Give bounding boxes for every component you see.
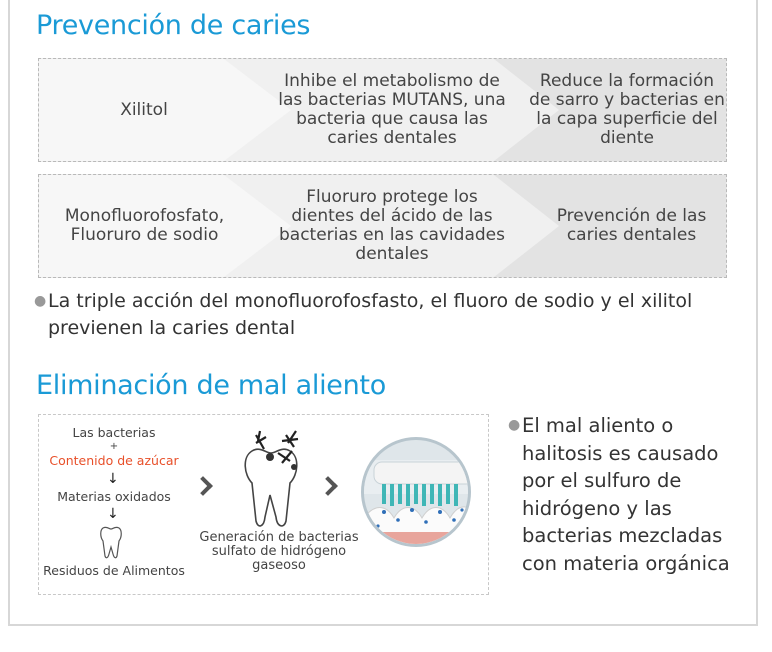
bacteria-label: Las bacterias — [72, 425, 156, 440]
result-cell: Reduce la formación de sarro y bacterias en la capa superficie del diente — [529, 71, 725, 148]
tooth-icon — [99, 525, 123, 561]
action-cell: Inhibe el metabolismo de las bacterias MUTANS, una bacteria que causa las caries dentales — [278, 71, 506, 148]
arrow-down-icon: ↓ — [107, 471, 119, 487]
action-cell: Fluoruro protege los dientes del ácido de las bacterias en las cavidades dentales — [279, 187, 505, 264]
ingredient-cell: Xilitol — [120, 99, 168, 120]
table-row-fluoride — [38, 174, 727, 278]
generation-label: Generación de bacterias sulfato de hidrógeno gaseoso — [199, 530, 359, 573]
chevron-right-icon — [193, 476, 213, 496]
sugar-label: Contenido de azúcar — [49, 453, 179, 468]
plus-label: + — [109, 441, 119, 452]
halitosis-diagram — [38, 414, 489, 595]
residues-label: Residuos de Alimentos — [43, 563, 185, 578]
tooth-with-bacteria-icon — [234, 423, 324, 533]
arrow-down-icon: ↓ — [107, 506, 119, 522]
oxidized-label: Materias oxidados — [57, 489, 171, 504]
caries-note: ● La triple acción del monofluorofosfasto, el fluoro de sodio y el xilitol previenen la caries dental — [34, 290, 693, 339]
section-title-caries: Prevención de caries — [36, 10, 311, 41]
table-row-xylitol — [38, 58, 727, 162]
bullet-icon: ● — [34, 293, 47, 309]
ingredient-cell: Monofluorofosfato, Fluoruro de sodio — [64, 206, 225, 245]
toothbrush-cleaning-icon — [361, 437, 471, 547]
section-title-breath: Eliminación de mal aliento — [36, 370, 386, 401]
result-cell: Prevención de las caries dentales — [556, 206, 707, 245]
halitosis-note: ● El mal aliento o halitosis es causado por el sulfuro de hidrógeno y las bacterias mezcladas con materia orgánica — [508, 414, 730, 575]
bullet-icon: ● — [508, 417, 521, 433]
